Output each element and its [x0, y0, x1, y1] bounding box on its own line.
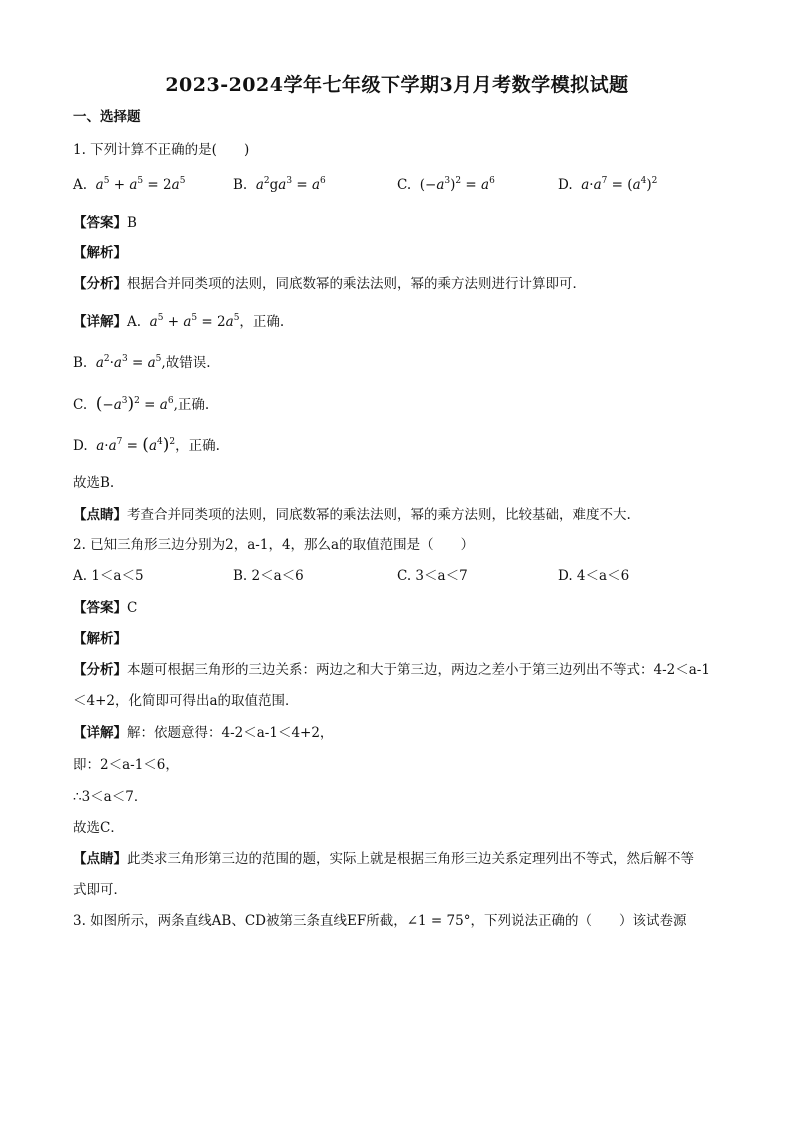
- page-title: 2023-2024学年七年级下学期3月月考数学模拟试题: [165, 74, 629, 96]
- q1-fenxi: 【分析】根据合并同类项的法则，同底数幂的乘法法则，幂的乘方法则进行计算即可．: [73, 276, 586, 292]
- q2-option-c: C. 3＜a＜7: [397, 568, 468, 584]
- q2-dianjing-line2: 式即可．: [73, 882, 127, 898]
- q2-dianjing-line1: 【点睛】此类求三角形第三边的范围的题，实际上就是根据三角形三边关系定理列出不等式，然后解不等: [73, 851, 694, 867]
- q1-option-d-formula: $a\cdot a^7 = (a^4)^2$: [581, 176, 658, 193]
- q1-option-c: C. $(-a^3)^2 = a^6$: [397, 176, 495, 193]
- q2-option-d: D. 4＜a＜6: [558, 568, 630, 584]
- q2-analysis-label: 【解析】: [73, 631, 127, 647]
- q2-detail-line2: 即：2＜a-1＜6，: [73, 757, 179, 773]
- q2-detail-line1: 【详解】解：依题意得：4-2＜a-1＜4+2，: [73, 725, 334, 741]
- q1-answer: 【答案】B: [73, 215, 137, 231]
- q2-detail-line3: ∴3＜a＜7．: [73, 789, 148, 805]
- q2-option-a: A. 1＜a＜5: [73, 568, 144, 584]
- q1-detail-b: B. $a^2\cdot a^3 = a^5$,故错误.: [73, 354, 211, 371]
- q1-option-b: B. $a^2ga^3 = a^6$: [233, 176, 326, 193]
- section-heading: 一、选择题: [73, 109, 141, 125]
- q1-option-b-formula: $a^2ga^3 = a^6$: [255, 176, 326, 193]
- q3-stem: 3. 如图所示，两条直线AB、CD被第三条直线EF所截，∠1 = 75°，下列说法正确的（ ）该试卷源: [73, 913, 687, 929]
- q1-option-a: A. $a^5 + a^5 = 2a^5$: [73, 176, 186, 193]
- q2-stem: 2. 已知三角形三边分别为2，a-1，4，那么a的取值范围是（ ）: [73, 537, 475, 553]
- q1-choose: 故选B.: [73, 475, 115, 491]
- q1-detail-c: C. $(-a^3)^2 = a^6$,正确.: [73, 394, 210, 414]
- q1-detail-d: D. $a\cdot a^7 = (a^4)^2$，正确.: [73, 435, 220, 455]
- q2-fenxi-line2: ＜4+2，化简即可得出a的取值范围．: [73, 693, 299, 709]
- q2-option-b: B. 2＜a＜6: [233, 568, 304, 584]
- q2-fenxi-line1: 【分析】本题可根据三角形的三边关系：两边之和大于第三边，两边之差小于第三边列出不等式：4-2＜a-1: [73, 662, 710, 678]
- q1-stem: 1. 下列计算不正确的是( ): [73, 142, 250, 158]
- q1-detail-a: 【详解】A. $a^5 + a^5 = 2a^5$，正确.: [73, 313, 285, 330]
- q1-option-c-formula: $(-a^3)^2 = a^6$: [419, 176, 495, 193]
- q2-choose: 故选C．: [73, 820, 124, 836]
- q1-dianjing: 【点睛】考查合并同类项的法则，同底数幂的乘法法则，幂的乘方法则，比较基础，难度不大.: [73, 507, 631, 523]
- q2-answer: 【答案】C: [73, 600, 138, 616]
- q1-analysis-label: 【解析】: [73, 245, 127, 261]
- q1-option-a-formula: $a^5 + a^5 = 2a^5$: [95, 176, 186, 193]
- q1-option-d: D. $a\cdot a^7 = (a^4)^2$: [558, 176, 658, 193]
